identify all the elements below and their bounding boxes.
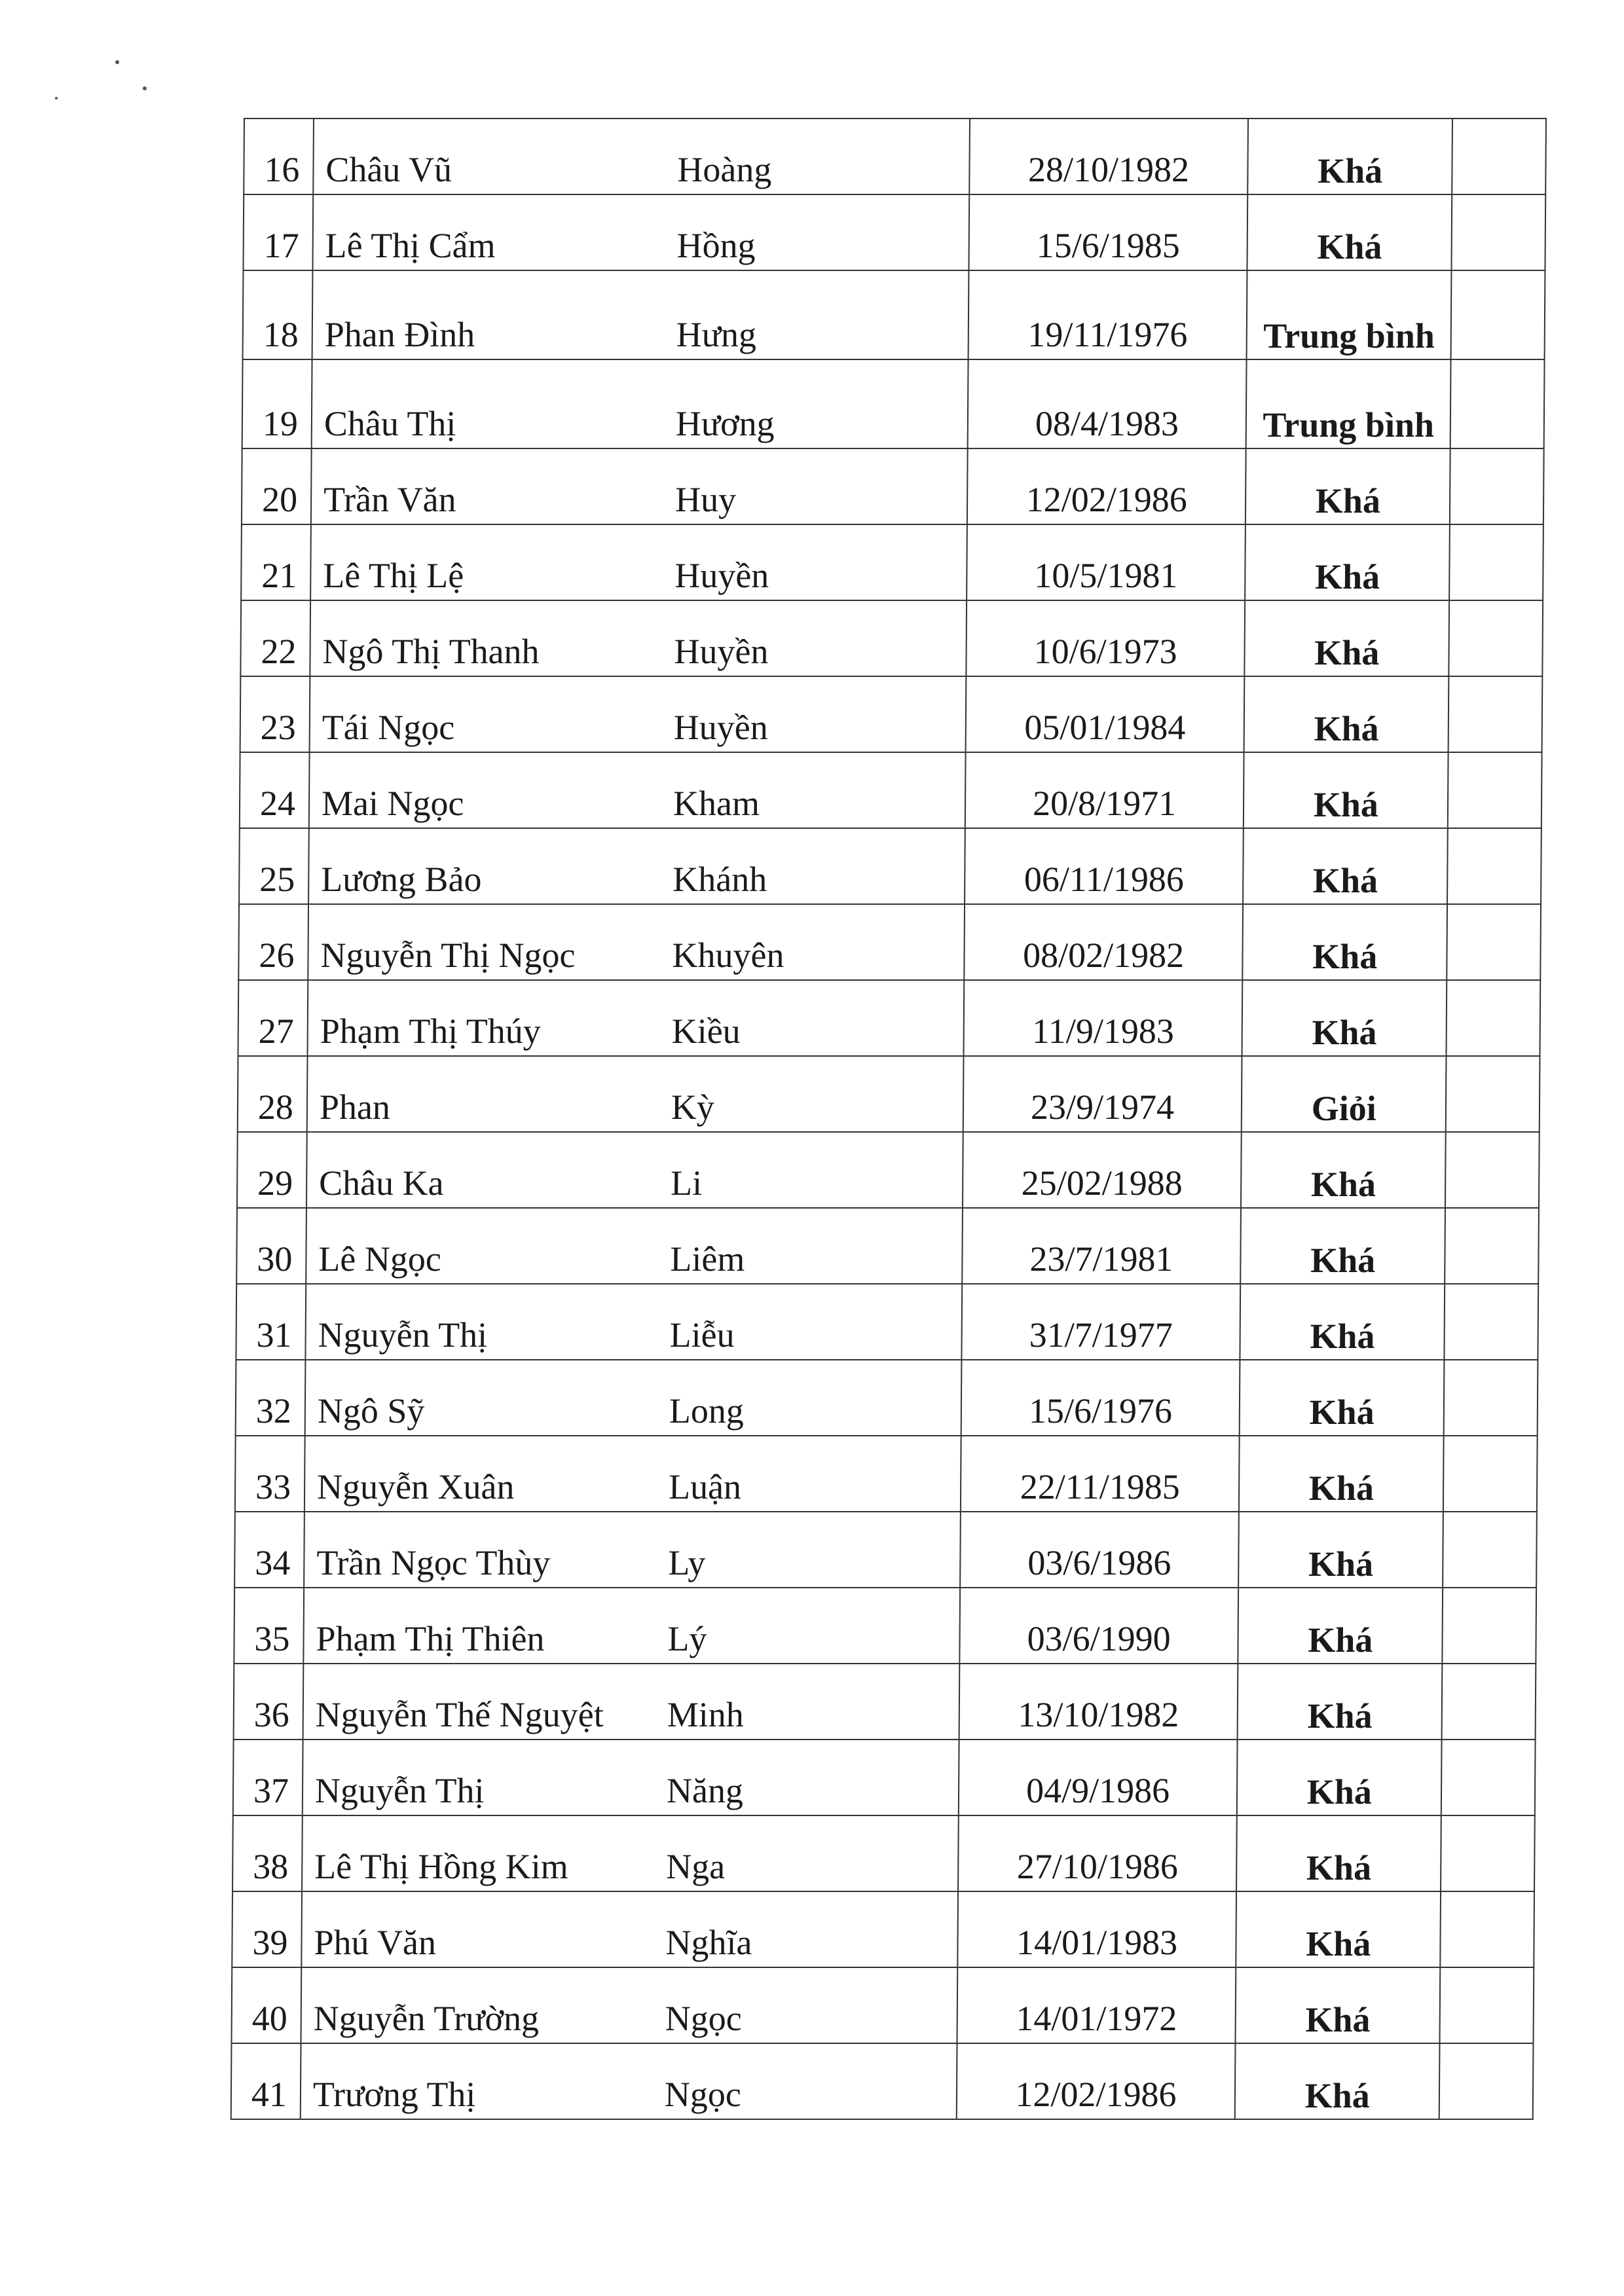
rank: Khá (1242, 980, 1447, 1056)
last-name: Khuyên (672, 935, 784, 975)
scan-speck (143, 86, 147, 90)
rank: Khá (1236, 1815, 1441, 1891)
row-number: 22 (240, 600, 310, 676)
row-number: 33 (235, 1436, 305, 1512)
table-row (240, 676, 1543, 752)
date-of-birth: 05/01/1984 (965, 676, 1244, 752)
first-name: Châu Vũ (325, 149, 452, 189)
first-name: Mai Ngọc (321, 783, 464, 823)
rank: Giỏi (1242, 1056, 1447, 1132)
rank: Khá (1238, 1664, 1443, 1740)
full-name (306, 1132, 963, 1208)
note-cell (1452, 118, 1546, 194)
full-name (301, 2043, 957, 2119)
row-number: 41 (231, 2043, 301, 2119)
table-row (234, 1588, 1536, 1664)
rank: Khá (1237, 1740, 1442, 1815)
first-name: Phan (319, 1087, 391, 1127)
row-number: 35 (234, 1588, 304, 1664)
rank: Khá (1244, 676, 1449, 752)
last-name: Hồng (676, 225, 756, 265)
last-name: Huy (674, 479, 737, 519)
last-name: Ngọc (665, 1998, 742, 2038)
full-name (302, 1815, 959, 1891)
note-cell (1447, 904, 1541, 980)
last-name: Liễu (669, 1315, 735, 1355)
last-name: Lý (667, 1618, 707, 1658)
note-cell (1445, 1208, 1539, 1284)
rank: Khá (1244, 752, 1449, 828)
first-name: Trần Ngọc Thùy (316, 1542, 551, 1582)
full-name (310, 524, 967, 600)
table-row (244, 118, 1546, 194)
date-of-birth: 03/6/1986 (960, 1512, 1239, 1588)
note-cell (1449, 676, 1543, 752)
first-name: Nguyễn Thị (314, 1770, 485, 1810)
last-name: Kiều (671, 1011, 741, 1051)
last-name: Năng (666, 1770, 744, 1810)
first-name: Nguyễn Trường (313, 1998, 540, 2038)
first-name: Châu Thị (323, 403, 456, 443)
scan-speck (55, 97, 58, 100)
table-row (242, 359, 1545, 448)
note-cell (1448, 752, 1542, 828)
note-cell (1450, 359, 1545, 448)
table-row (236, 1284, 1538, 1360)
table-row (241, 524, 1543, 600)
table-row (243, 270, 1545, 359)
date-of-birth: 03/6/1990 (959, 1588, 1238, 1664)
rank: Khá (1236, 1967, 1441, 2043)
row-number: 37 (233, 1740, 303, 1815)
first-name: Phạm Thị Thiên (316, 1618, 545, 1658)
note-cell (1440, 1891, 1534, 1967)
full-name (308, 828, 965, 904)
rank: Khá (1243, 828, 1448, 904)
row-number: 26 (238, 904, 308, 980)
full-name (306, 1208, 963, 1284)
last-name: Long (669, 1391, 745, 1430)
rank: Khá (1246, 448, 1450, 524)
date-of-birth: 08/02/1982 (964, 904, 1243, 980)
last-name: Nghĩa (665, 1922, 752, 1962)
table-row (242, 448, 1544, 524)
row-number: 32 (236, 1360, 306, 1436)
date-of-birth: 13/10/1982 (959, 1664, 1238, 1740)
last-name: Huyền (674, 631, 769, 671)
table-row (243, 194, 1545, 270)
last-name: Huyền (673, 707, 768, 747)
row-number: 24 (240, 752, 310, 828)
last-name: Hoàng (677, 149, 772, 189)
date-of-birth: 23/7/1981 (962, 1208, 1241, 1284)
rank: Khá (1235, 2043, 1440, 2119)
full-name (303, 1740, 959, 1815)
rank: Khá (1240, 1284, 1445, 1360)
rank: Khá (1239, 1436, 1444, 1512)
row-number: 30 (236, 1208, 306, 1284)
row-number: 34 (234, 1512, 304, 1588)
last-name: Li (670, 1163, 703, 1203)
date-of-birth: 06/11/1986 (965, 828, 1244, 904)
first-name: Lê Thị Hồng Kim (314, 1846, 568, 1886)
last-name: Hương (675, 403, 775, 443)
rank: Khá (1246, 524, 1450, 600)
last-name: Minh (667, 1694, 745, 1734)
note-cell (1449, 524, 1543, 600)
rank: Khá (1245, 600, 1450, 676)
date-of-birth: 04/9/1986 (959, 1740, 1238, 1815)
table-row (238, 980, 1540, 1056)
row-number: 38 (232, 1815, 303, 1891)
table-row (238, 1056, 1540, 1132)
full-name (301, 1891, 958, 1967)
note-cell (1447, 828, 1541, 904)
date-of-birth: 22/11/1985 (961, 1436, 1240, 1512)
full-name (307, 1056, 964, 1132)
note-cell (1450, 448, 1544, 524)
last-name: Khánh (673, 859, 767, 899)
note-cell (1446, 1056, 1540, 1132)
note-cell (1440, 1967, 1534, 2043)
note-cell (1441, 1740, 1536, 1815)
table-row (240, 752, 1542, 828)
full-name (313, 118, 970, 194)
note-cell (1444, 1360, 1538, 1436)
last-name: Luận (668, 1467, 742, 1506)
first-name: Nguyễn Thế Nguyệt (315, 1694, 604, 1734)
table-row (237, 1132, 1540, 1208)
date-of-birth: 28/10/1982 (969, 118, 1248, 194)
first-name: Lê Thị Lệ (323, 555, 464, 595)
table-row (233, 1740, 1536, 1815)
rank: Khá (1243, 904, 1448, 980)
table-row (234, 1664, 1536, 1740)
note-cell (1443, 1436, 1538, 1512)
rank: Khá (1241, 1208, 1446, 1284)
table-row (240, 600, 1543, 676)
row-number: 28 (238, 1056, 308, 1132)
row-number: 20 (242, 448, 312, 524)
last-name: Liêm (670, 1239, 745, 1279)
note-cell (1443, 1588, 1537, 1664)
table-row (235, 1436, 1538, 1512)
date-of-birth: 10/6/1973 (966, 600, 1245, 676)
note-cell (1443, 1512, 1537, 1588)
row-number: 27 (238, 980, 308, 1056)
note-cell (1439, 2043, 1534, 2119)
note-cell (1452, 194, 1546, 270)
last-name: Ly (668, 1542, 706, 1582)
rank: Khá (1238, 1588, 1443, 1664)
note-cell (1442, 1664, 1536, 1740)
full-name (303, 1664, 960, 1740)
rank: Khá (1236, 1891, 1441, 1967)
row-number: 21 (241, 524, 311, 600)
rank: Trung bình (1246, 359, 1451, 448)
rank: Trung bình (1247, 270, 1452, 359)
last-name: Hưng (676, 314, 757, 354)
date-of-birth: 12/02/1986 (967, 448, 1246, 524)
table-row (239, 828, 1541, 904)
date-of-birth: 14/01/1972 (957, 1967, 1236, 2043)
date-of-birth: 25/02/1988 (963, 1132, 1242, 1208)
date-of-birth: 08/4/1983 (967, 359, 1247, 448)
rank: Khá (1248, 118, 1453, 194)
rank: Khá (1247, 194, 1452, 270)
table-row (231, 2043, 1534, 2119)
row-number: 16 (244, 118, 314, 194)
last-name: Ngọc (664, 2074, 742, 2114)
full-name (304, 1436, 961, 1512)
first-name: Lương Bảo (321, 859, 482, 899)
first-name: Ngô Sỹ (317, 1391, 425, 1430)
full-name (305, 1360, 962, 1436)
rank: Khá (1239, 1512, 1444, 1588)
first-name: Trương Thị (312, 2074, 476, 2114)
first-name: Nguyễn Thị Ngọc (320, 935, 576, 975)
last-name: Kham (673, 783, 760, 823)
date-of-birth: 11/9/1983 (963, 980, 1242, 1056)
full-name (311, 448, 968, 524)
date-of-birth: 14/01/1983 (957, 1891, 1236, 1967)
note-cell (1447, 980, 1541, 1056)
rank: Khá (1240, 1360, 1445, 1436)
full-name (312, 194, 969, 270)
first-name: Trần Văn (323, 479, 456, 519)
table-row (232, 1891, 1534, 1967)
date-of-birth: 15/6/1985 (969, 194, 1247, 270)
date-of-birth: 12/02/1986 (956, 2043, 1235, 2119)
row-number: 18 (243, 270, 313, 359)
row-number: 25 (239, 828, 309, 904)
full-name (308, 904, 965, 980)
first-name: Châu Ka (318, 1163, 444, 1203)
last-name: Kỳ (671, 1087, 715, 1127)
table-row (232, 1815, 1535, 1891)
full-name (310, 600, 967, 676)
date-of-birth: 27/10/1986 (958, 1815, 1237, 1891)
scan-speck (115, 60, 119, 64)
table-row (234, 1512, 1537, 1588)
student-roster-table (231, 118, 1547, 2120)
first-name: Nguyễn Thị (318, 1315, 488, 1355)
row-number: 31 (236, 1284, 306, 1360)
first-name: Ngô Thị Thanh (322, 631, 540, 671)
table-row (236, 1208, 1539, 1284)
first-name: Tái Ngọc (322, 707, 455, 747)
full-name (312, 359, 969, 448)
full-name (310, 676, 967, 752)
full-name (305, 1284, 962, 1360)
note-cell (1449, 600, 1543, 676)
date-of-birth: 10/5/1981 (967, 524, 1246, 600)
full-name (309, 752, 966, 828)
full-name (307, 980, 964, 1056)
date-of-birth: 15/6/1976 (961, 1360, 1240, 1436)
row-number: 23 (240, 676, 310, 752)
note-cell (1441, 1815, 1535, 1891)
last-name: Nga (666, 1846, 726, 1886)
first-name: Lê Thị Cẩm (325, 225, 496, 265)
table-row (236, 1360, 1538, 1436)
date-of-birth: 19/11/1976 (968, 270, 1247, 359)
first-name: Nguyễn Xuân (316, 1467, 515, 1506)
date-of-birth: 31/7/1977 (961, 1284, 1240, 1360)
last-name: Huyền (674, 555, 769, 595)
note-cell (1445, 1132, 1540, 1208)
rank: Khá (1241, 1132, 1446, 1208)
row-number: 40 (231, 1967, 301, 2043)
first-name: Lê Ngọc (318, 1239, 442, 1279)
row-number: 36 (234, 1664, 304, 1740)
full-name (301, 1967, 957, 2043)
date-of-birth: 20/8/1971 (965, 752, 1244, 828)
first-name: Phan Đình (324, 314, 475, 354)
full-name (303, 1588, 960, 1664)
roster-body (231, 118, 1546, 2119)
table-row (231, 1967, 1534, 2043)
row-number: 17 (243, 194, 313, 270)
full-name (312, 270, 969, 359)
note-cell (1445, 1284, 1539, 1360)
row-number: 39 (232, 1891, 302, 1967)
first-name: Phạm Thị Thúy (320, 1011, 541, 1051)
date-of-birth: 23/9/1974 (963, 1056, 1242, 1132)
first-name: Phú Văn (314, 1922, 437, 1962)
row-number: 29 (237, 1132, 307, 1208)
row-number: 19 (242, 359, 312, 448)
full-name (304, 1512, 961, 1588)
note-cell (1451, 270, 1545, 359)
table-row (238, 904, 1541, 980)
